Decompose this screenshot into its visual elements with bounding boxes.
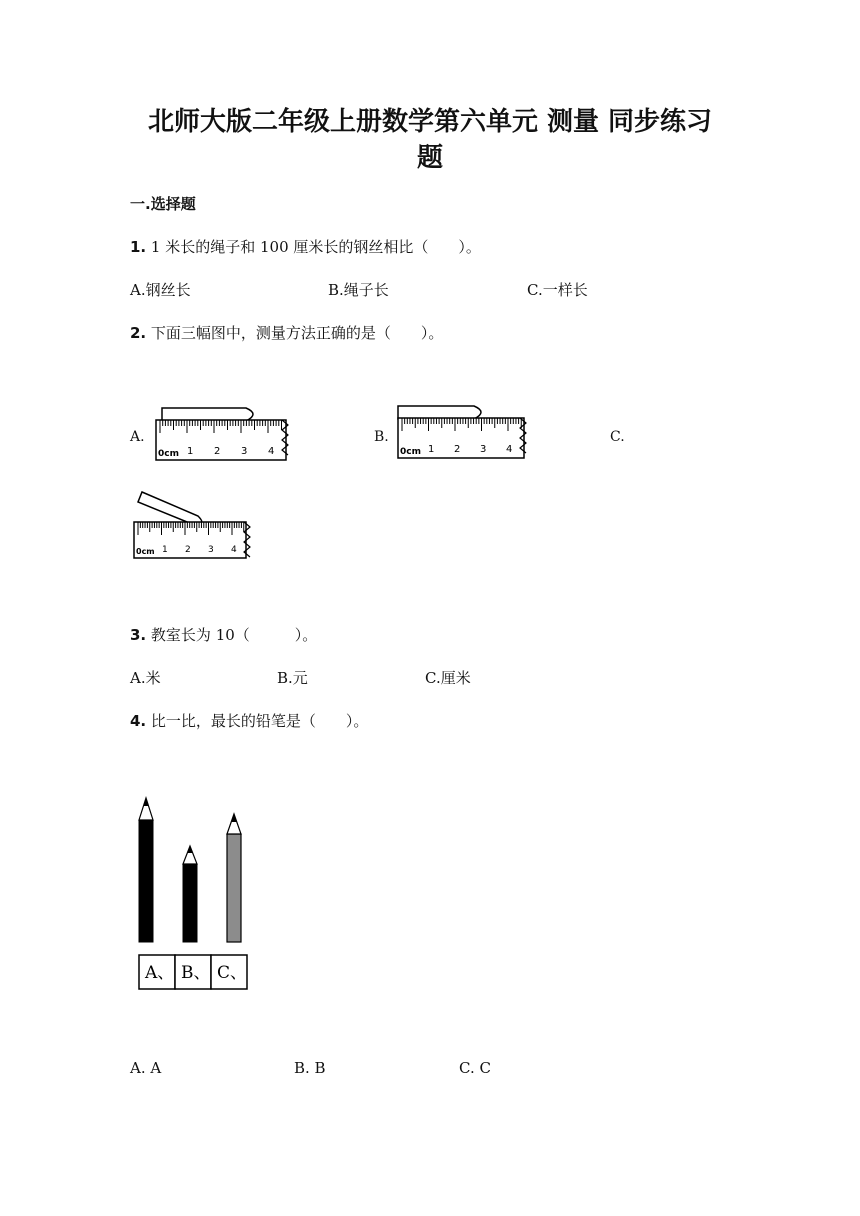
ruler-label-3: 3 (208, 545, 214, 555)
ruler-label-1: 1 (162, 545, 168, 555)
title-line-2: 题 (416, 143, 443, 173)
ruler-label-3: 3 (480, 444, 487, 455)
ruler-figure-a (150, 400, 300, 466)
option-b: B.元 (277, 669, 308, 687)
pencil-icon (162, 408, 253, 421)
option-a: A. A (130, 1059, 162, 1077)
option-b: B. B (294, 1059, 326, 1077)
question-text: 1 米长的绳子和 100 厘米长的钢丝相比（ ）。 (150, 238, 481, 256)
question-number: 1. (130, 238, 147, 256)
option-c: C.一样长 (527, 281, 588, 299)
ruler-figure-b (392, 400, 542, 466)
figure-label-a: A. (130, 429, 145, 445)
option-b: B.绳子长 (328, 281, 389, 299)
question-3 (130, 624, 317, 645)
ruler-label-1: 1 (187, 446, 194, 457)
ruler-label-4: 4 (268, 446, 275, 457)
question-1 (130, 236, 481, 257)
ruler-label-3: 3 (241, 446, 248, 457)
pencil-label-a: A、 (145, 963, 175, 983)
ruler-label-2: 2 (454, 444, 461, 455)
ruler-label-4: 4 (506, 444, 513, 455)
question-2 (130, 322, 443, 343)
question-4 (130, 710, 368, 731)
pencils-figure (134, 794, 256, 994)
pencil-icon (398, 406, 481, 419)
question-number: 2. (130, 324, 147, 342)
question-number: 4. (130, 712, 147, 730)
ruler-label-0: 0cm (158, 449, 179, 459)
option-a: A.米 (130, 669, 161, 687)
ruler-label-2: 2 (185, 545, 191, 555)
question-text: 下面三幅图中，测量方法正确的是（ ）。 (150, 324, 444, 342)
question-text: 比一比，最长的铅笔是（ ）。 (150, 712, 369, 730)
pencil-b-body (183, 864, 197, 942)
ruler-label-0: 0cm (136, 547, 155, 556)
figure-label-b: B. (374, 429, 389, 445)
option-a: A.钢丝长 (130, 281, 191, 299)
ruler-figure-c (128, 488, 268, 564)
question-number: 3. (130, 626, 147, 644)
pencil-icon (138, 492, 202, 524)
pencil-c-body (227, 834, 241, 942)
section-heading: 一.选择题 (130, 195, 196, 213)
ruler-label-1: 1 (428, 444, 435, 455)
pencil-label-c: C、 (217, 963, 248, 983)
question-text: 教室长为 10（ ）。 (150, 626, 318, 644)
title-line-1: 北师大版二年级上册数学第六单元 测量 同步练习 (147, 107, 713, 137)
pencil-a-body (139, 820, 153, 942)
ruler-label-2: 2 (214, 446, 221, 457)
option-c: C. C (459, 1059, 491, 1077)
pencil-label-b: B、 (181, 963, 211, 983)
ruler-label-4: 4 (231, 545, 237, 555)
figure-label-c: C. (610, 429, 625, 445)
ruler-label-0: 0cm (400, 447, 421, 457)
option-c: C.厘米 (425, 669, 471, 687)
page-title (0, 104, 860, 176)
